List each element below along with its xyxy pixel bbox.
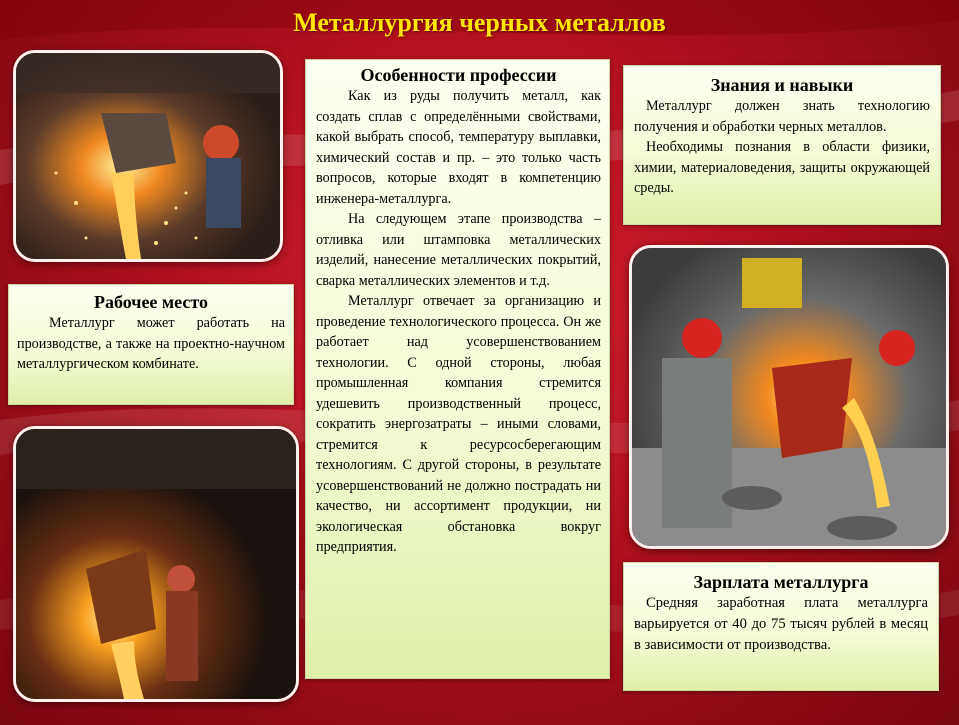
skills-card bbox=[623, 65, 941, 225]
page-title: Металлургия черных металлов bbox=[293, 8, 666, 37]
steelworker-pouring-metal-image bbox=[13, 50, 283, 262]
features-paragraph: Металлург отвечает за организацию и проведение технологического процесса. Он же работает над усовершенствованием технологии. С одной стороны, любая промышленная компания стремится удешевить производственный процесс, сократить энергозатраты – иными словами, стремится к ресурсосберегающим технологиям. С другой стороны, в результате усовершенствований не должно пострадать ни качество, ни ассортимент продукции, ни экологическая обстановка вокруг предприятия. bbox=[316, 293, 601, 555]
ladle-pouring-image bbox=[629, 245, 949, 549]
workplace-card bbox=[8, 284, 294, 405]
skills-heading: Знания и навыки bbox=[710, 75, 854, 95]
workplace-text: Металлург может работать на производстве, а также на проектно-научном металлургическом комбинате. bbox=[17, 315, 285, 372]
salary-text: Средняя заработная плата металлурга варьируется от 40 до 75 тысяч рублей в месяц в зависимости от производства. bbox=[634, 595, 928, 653]
features-paragraph: На следующем этапе производства – отливка или штамповка металлических изделий, нанесение металлических покрытий, сварка металлических элементов и т.д. bbox=[316, 211, 601, 289]
skills-paragraph: Металлург должен знать технологию получения и обработки черных металлов. bbox=[634, 98, 930, 135]
salary-heading: Зарплата металлурга bbox=[693, 572, 869, 592]
features-heading: Особенности профессии bbox=[360, 65, 557, 85]
features-card bbox=[305, 59, 610, 679]
skills-paragraph: Необходимы познания в области физики, химии, материаловедения, защиты окружающей среды. bbox=[634, 139, 930, 196]
features-paragraph: Как из руды получить металл, как создать сплав с определёнными свойствами, какой выбрать способ, температуру выплавки, химический состав и пр. – это только часть вопросов, которые входят в компетенцию инженера-металлурга. bbox=[316, 88, 601, 207]
furnace-worker-image bbox=[13, 426, 299, 702]
workplace-heading: Рабочее место bbox=[94, 292, 208, 312]
salary-card bbox=[623, 562, 939, 691]
